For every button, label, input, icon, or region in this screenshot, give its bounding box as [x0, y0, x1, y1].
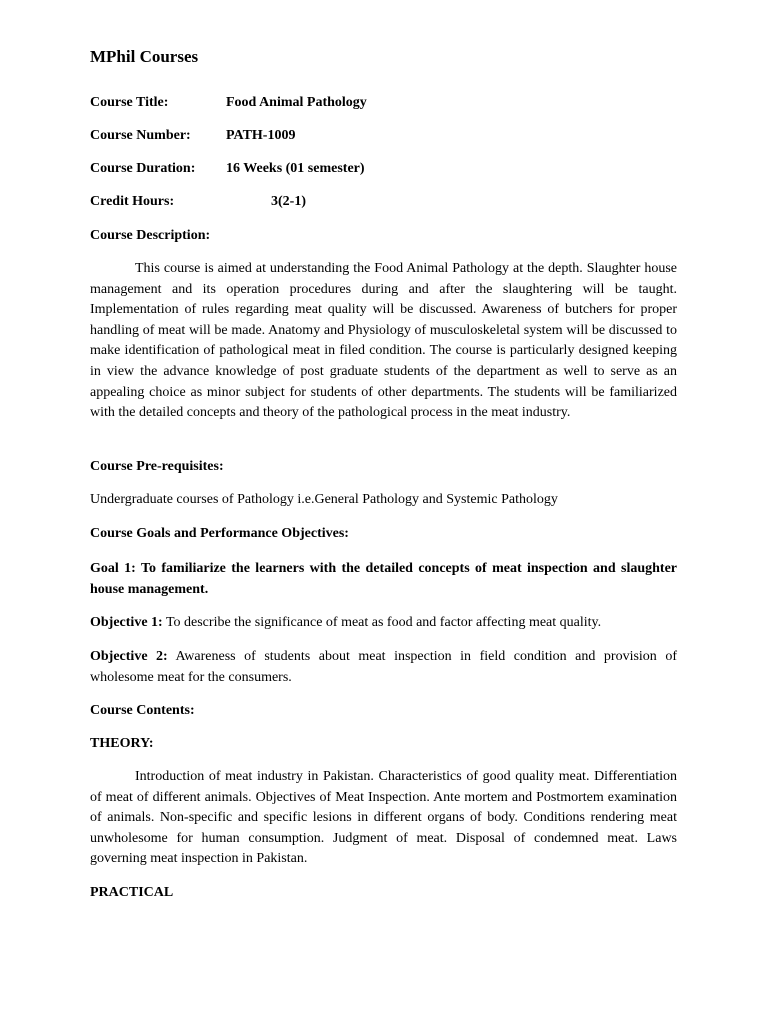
- objective-1: [90, 613, 677, 634]
- description-title: Course Description:: [90, 228, 211, 243]
- prerequisites-text: Undergraduate courses of Pathology i.e.General Pathology and Systemic Pathology: [90, 492, 558, 507]
- goal-1-text: Goal 1: To familiarize the learners with the detailed concepts of meat inspection and slaughter house management.: [90, 561, 677, 597]
- goals-title: Course Goals and Performance Objectives:: [90, 526, 349, 541]
- credit-hours-value: 3(2-1): [271, 194, 306, 209]
- course-title-value: Food Animal Pathology: [226, 95, 367, 110]
- course-duration-value: 16 Weeks (01 semester): [226, 161, 365, 176]
- description-paragraph: This course is aimed at understanding the Food Animal Pathology at the depth. Slaughter house management and its operation procedures during and after the slaughtering will be taught. Implementation of rules regarding meat quality will be discussed. Awareness of butchers for proper handling of meat will be made. Anatomy and Physiology of musculoskeletal system will be discussed to make identification of pathological meat in filed condition. The course is particularly designed keeping in view the advance knowledge of post graduate students of the department as well to serve as an appealing choice as minor subject for students of other departments. The students will be familiarized with the detailed concepts and theory of the pathological process in the meat industry.: [90, 261, 677, 421]
- course-title-label: Course Title:: [90, 95, 169, 110]
- course-duration-label: Course Duration:: [90, 161, 196, 176]
- objective-2: [90, 647, 677, 688]
- course-number-value: PATH-1009: [226, 128, 296, 143]
- practical-title: PRACTICAL: [90, 885, 174, 900]
- objective-1-label: Objective 1:: [90, 615, 163, 630]
- objective-2-text: Awareness of students about meat inspection in field condition and provision of wholesome meat for the consumers.: [90, 649, 677, 685]
- prerequisites-title: Course Pre-requisites:: [90, 459, 224, 474]
- course-number-label: Course Number:: [90, 128, 191, 143]
- objective-2-label: Objective 2:: [90, 649, 168, 664]
- contents-title: Course Contents:: [90, 703, 195, 718]
- credit-hours-label: Credit Hours:: [90, 194, 175, 209]
- page-heading: MPhil Courses: [90, 47, 199, 66]
- theory-title: THEORY:: [90, 736, 154, 751]
- theory-paragraph: Introduction of meat industry in Pakistan. Characteristics of good quality meat. Differentiation of meat of different animals. Objectives of Meat Inspection. Ante mortem and Postmortem examination of animals. Non-specific and specific lesions in different organs of body. Conditions rendering meat unwholesome for human consumption. Judgment of meat. Disposal of condemned meat. Laws governing meat inspection in Pakistan.: [90, 769, 677, 867]
- objective-1-text: To describe the significance of meat as food and factor affecting meat quality.: [162, 615, 602, 630]
